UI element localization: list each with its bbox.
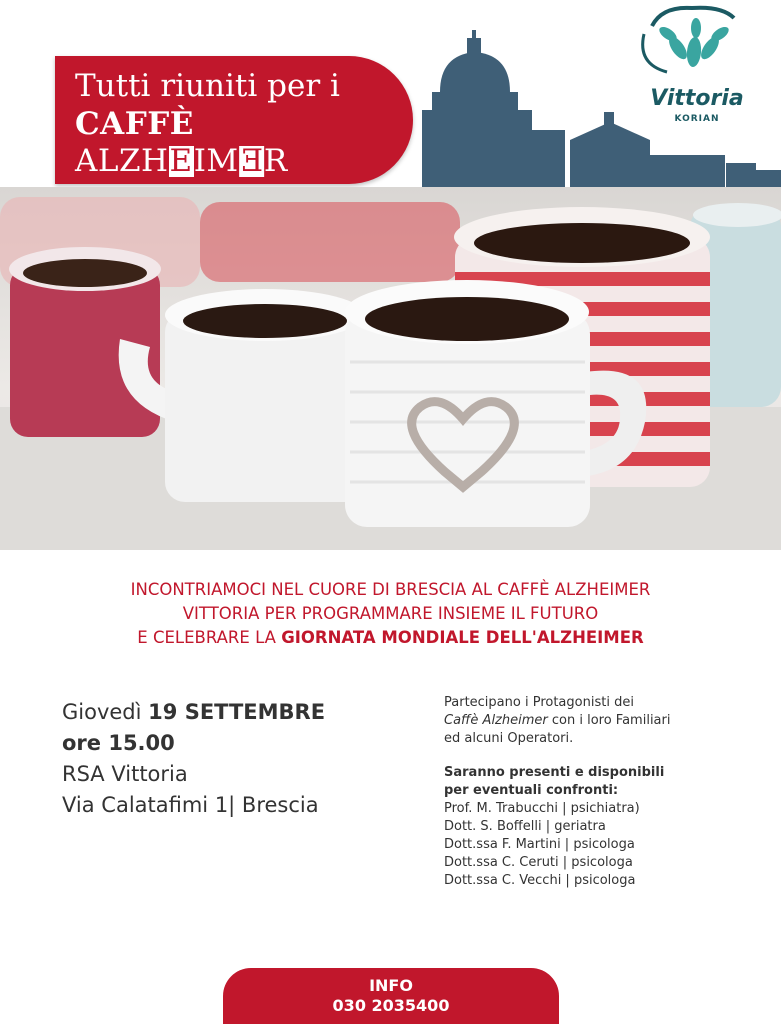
info-box — [223, 968, 559, 1024]
leaf-emblem-icon — [622, 4, 772, 84]
title-mirrored-letter: E — [239, 143, 263, 179]
participants-line-3: ed alcuni Operatori. — [444, 731, 574, 746]
logo-name: Vittoria — [650, 86, 744, 111]
event-place: RSA Vittoria — [62, 762, 188, 786]
coffee-cups-photo — [0, 187, 781, 550]
info-label: INFO — [369, 976, 413, 995]
info-phone[interactable]: 030 2035400 — [332, 996, 450, 1015]
intro-line-2: VITTORIA PER PROGRAMMARE INSIEME IL FUTURO — [182, 604, 599, 623]
participants-line-1: Partecipano i Protagonisti dei — [444, 695, 634, 710]
title-highlight-letter: E — [169, 143, 193, 179]
intro-text — [0, 578, 781, 650]
presence-heading-1: Saranno presenti e disponibili — [444, 765, 665, 780]
event-time: ore 15.00 — [62, 731, 175, 755]
intro-line-3: E CELEBRARE LA GIORNATA MONDIALE DELL'ALZHEIMER — [137, 628, 644, 647]
world-day-highlight: GIORNATA MONDIALE DELL'ALZHEIMER — [281, 628, 644, 647]
event-details — [62, 697, 392, 821]
participants-line-2: Caffè Alzheimer con i loro Familiari — [444, 713, 671, 728]
presence-heading-2: per eventuali confronti: — [444, 783, 619, 798]
title-line-2: CAFFÈ — [75, 106, 194, 142]
participants-text — [444, 694, 764, 890]
title-line-1: Tutti riuniti per i — [75, 68, 340, 104]
staff-list-item: Dott. S. Boffelli | geriatra — [444, 819, 606, 834]
staff-list-item: Dott.ssa C. Ceruti | psicologa — [444, 855, 633, 870]
logo-subtitle: KORIAN — [674, 114, 720, 124]
title-banner — [55, 56, 413, 184]
vittoria-logo — [622, 4, 772, 132]
title-line-3: ALZHEIMER — [75, 143, 288, 179]
staff-list-item: Dott.ssa F. Martini | psicologa — [444, 837, 635, 852]
event-address: Via Calatafimi 1| Brescia — [62, 793, 319, 817]
staff-list-item: Prof. M. Trabucchi | psichiatra) — [444, 801, 640, 816]
event-date: Giovedì 19 SETTEMBRE — [62, 700, 326, 724]
intro-line-1: INCONTRIAMOCI NEL CUORE DI BRESCIA AL CAFFÈ ALZHEIMER — [130, 580, 651, 599]
staff-list-item: Dott.ssa C. Vecchi | psicologa — [444, 873, 636, 888]
